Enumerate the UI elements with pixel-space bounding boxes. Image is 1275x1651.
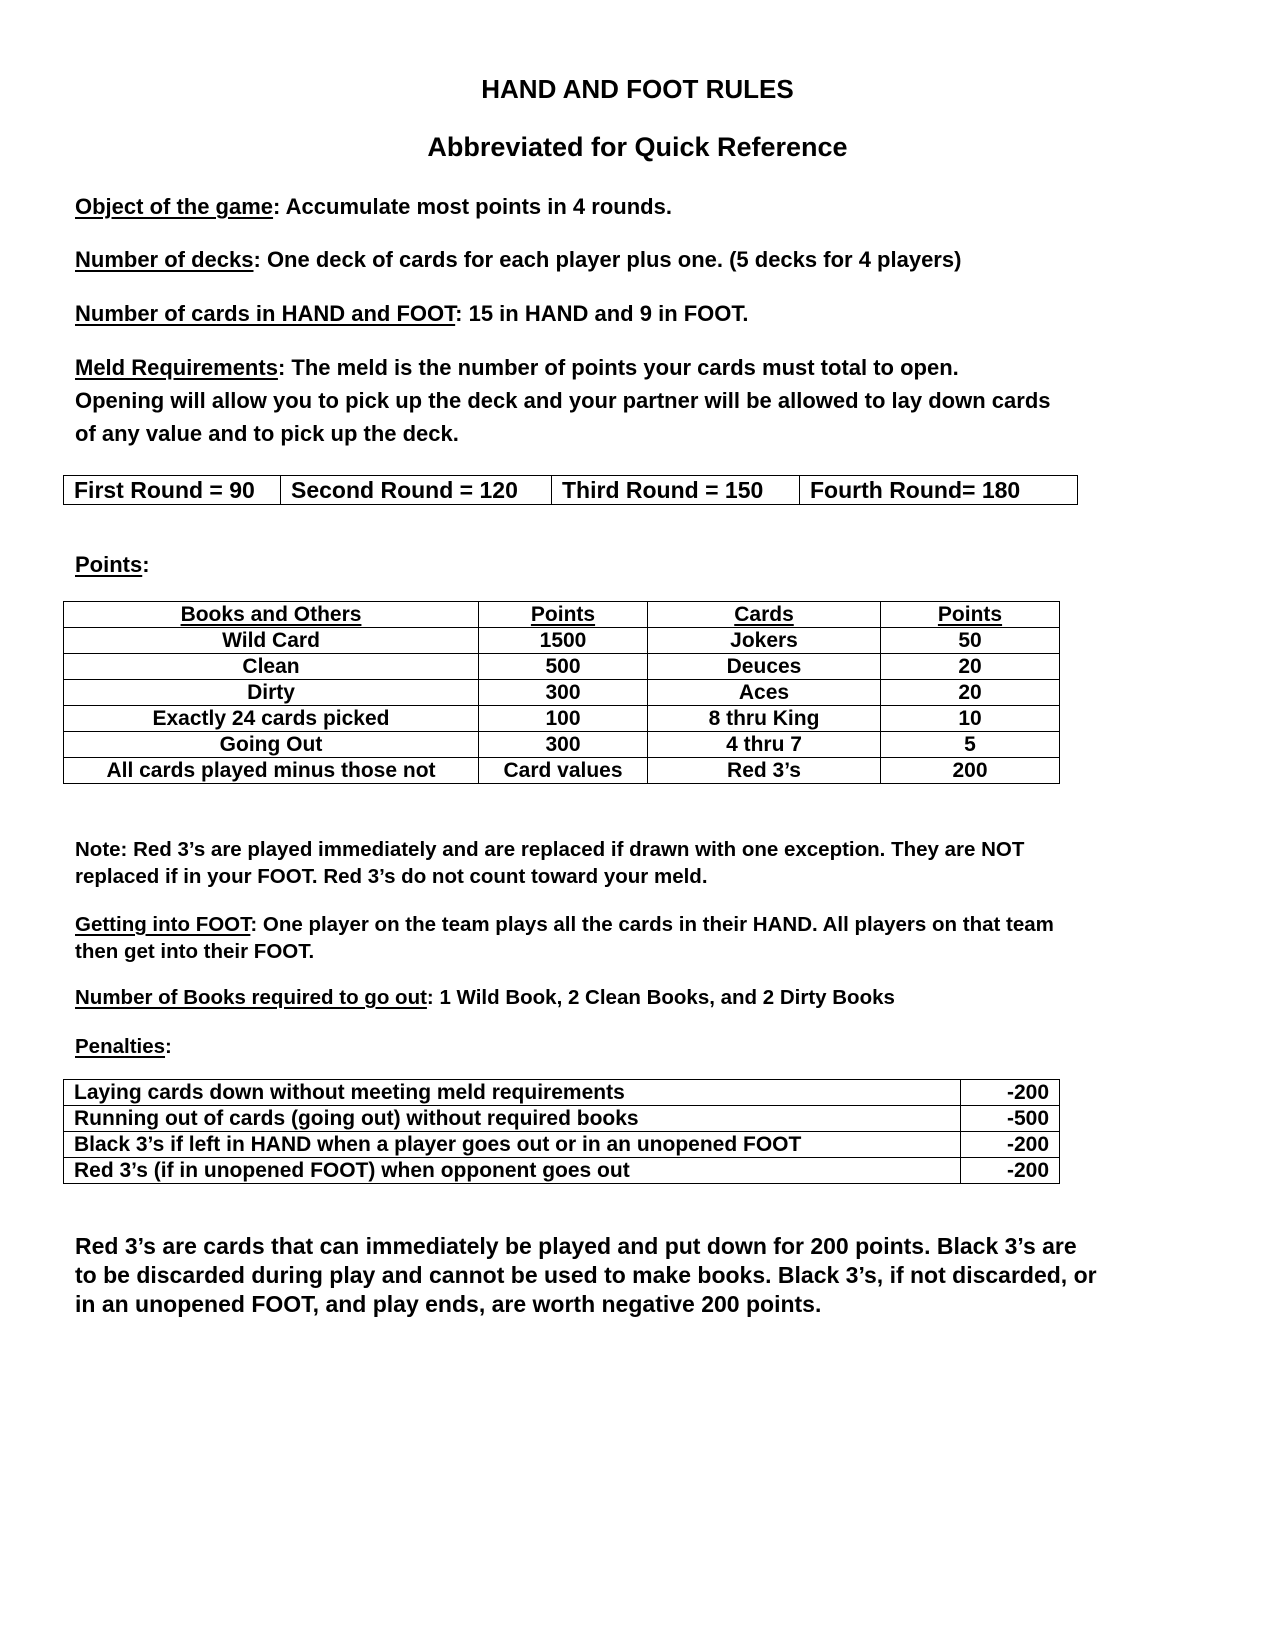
object-paragraph [75, 190, 1205, 223]
penalty-text: Running out of cards (going out) without required books [64, 1106, 961, 1132]
decks-paragraph [75, 243, 1205, 276]
column-header: Points [479, 602, 648, 628]
table-cell: Going Out [64, 732, 479, 758]
table-cell: All cards played minus those not [64, 758, 479, 784]
table-cell: 300 [479, 680, 648, 706]
table-cell: 20 [881, 654, 1060, 680]
penalties-heading: Penalties: [75, 1035, 172, 1058]
table-cell: 300 [479, 732, 648, 758]
foot-line1: : One player on the team plays all the cards in their HAND. All players on that team [250, 913, 1054, 936]
meld-label: Meld Requirements [75, 355, 278, 380]
table-cell: Clean [64, 654, 479, 680]
column-header: Cards [648, 602, 881, 628]
round-cell: Third Round = 150 [552, 476, 800, 505]
foot-paragraph [75, 911, 1205, 965]
table-header-row [64, 602, 1060, 628]
table-row [64, 1106, 1060, 1132]
books-label: Number of Books required to go out [75, 986, 427, 1009]
table-cell: Card values [479, 758, 648, 784]
closing-line2: to be discarded during play and cannot be used to make books. Black 3’s, if not discarded, or [75, 1262, 1097, 1288]
table-cell: 1500 [479, 628, 648, 654]
points-label: Points [75, 552, 143, 577]
table-row [64, 1080, 1060, 1106]
table-cell: Jokers [648, 628, 881, 654]
table-row [64, 654, 1060, 680]
round-cell: Fourth Round= 180 [800, 476, 1078, 505]
meld-line1: : The meld is the number of points your cards must total to open. [277, 355, 959, 380]
table-row [64, 758, 1060, 784]
table-cell: Exactly 24 cards picked [64, 706, 479, 732]
penalties-table [63, 1079, 1060, 1184]
decks-label: Number of decks [75, 247, 254, 272]
table-row [64, 732, 1060, 758]
meld-line3: of any value and to pick up the deck. [75, 421, 459, 446]
cards-label: Number of cards in HAND and FOOT [75, 301, 456, 326]
table-cell: 50 [881, 628, 1060, 654]
round-cell: Second Round = 120 [281, 476, 552, 505]
table-cell: 200 [881, 758, 1060, 784]
points-table [63, 601, 1060, 784]
table-row [64, 1132, 1060, 1158]
penalty-text: Laying cards down without meeting meld requirements [64, 1080, 961, 1106]
penalty-value: -500 [961, 1106, 1060, 1132]
table-cell: 4 thru 7 [648, 732, 881, 758]
penalty-value: -200 [961, 1080, 1060, 1106]
foot-line2: then get into their FOOT. [75, 940, 315, 963]
table-cell: 100 [479, 706, 648, 732]
meld-rounds-table [63, 475, 1078, 505]
cards-paragraph [75, 297, 1205, 330]
table-cell: Deuces [648, 654, 881, 680]
table-row [64, 706, 1060, 732]
table-row [64, 476, 1078, 505]
round-cell: First Round = 90 [64, 476, 281, 505]
penalty-text: Black 3’s if left in HAND when a player goes out or in an unopened FOOT [64, 1132, 961, 1158]
books-text: : 1 Wild Book, 2 Clean Books, and 2 Dirty Books [426, 986, 895, 1009]
table-cell: 8 thru King [648, 706, 881, 732]
meld-paragraph [75, 351, 1205, 450]
penalty-text: Red 3’s (if in unopened FOOT) when opponent goes out [64, 1158, 961, 1184]
table-cell: 500 [479, 654, 648, 680]
closing-line1: Red 3’s are cards that can immediately be played and put down for 200 points. Black 3’s are [75, 1233, 1077, 1259]
table-cell: Red 3’s [648, 758, 881, 784]
table-cell: 20 [881, 680, 1060, 706]
penalty-value: -200 [961, 1158, 1060, 1184]
table-cell: 5 [881, 732, 1060, 758]
column-header: Books and Others [64, 602, 479, 628]
note-line2: replaced if in your FOOT. Red 3’s do not count toward your meld. [75, 865, 708, 888]
penalties-label: Penalties [75, 1035, 166, 1058]
table-cell: Wild Card [64, 628, 479, 654]
object-label: Object of the game [75, 194, 274, 219]
closing-line3: in an unopened FOOT, and play ends, are worth negative 200 points. [75, 1291, 822, 1317]
page-subtitle: Abbreviated for Quick Reference [427, 132, 848, 162]
column-header: Points [881, 602, 1060, 628]
table-cell: Aces [648, 680, 881, 706]
table-row [64, 1158, 1060, 1184]
note-paragraph [75, 836, 1205, 890]
closing-paragraph [75, 1232, 1205, 1319]
object-text: : Accumulate most points in 4 rounds. [273, 194, 672, 219]
table-cell: 10 [881, 706, 1060, 732]
meld-line2: Opening will allow you to pick up the deck and your partner will be allowed to lay down cards [75, 388, 1051, 413]
points-heading: Points: [75, 552, 150, 577]
note-line1: Note: Red 3’s are played immediately and are replaced if drawn with one exception. They are NOT [75, 838, 1025, 861]
table-row [64, 628, 1060, 654]
cards-text: : 15 in HAND and 9 in FOOT. [455, 301, 749, 326]
foot-label: Getting into FOOT [75, 913, 251, 936]
books-paragraph [75, 984, 1205, 1011]
decks-text: : One deck of cards for each player plus one. (5 decks for 4 players) [253, 247, 962, 272]
table-row [64, 680, 1060, 706]
penalty-value: -200 [961, 1132, 1060, 1158]
page-title: HAND AND FOOT RULES [481, 74, 794, 104]
table-cell: Dirty [64, 680, 479, 706]
